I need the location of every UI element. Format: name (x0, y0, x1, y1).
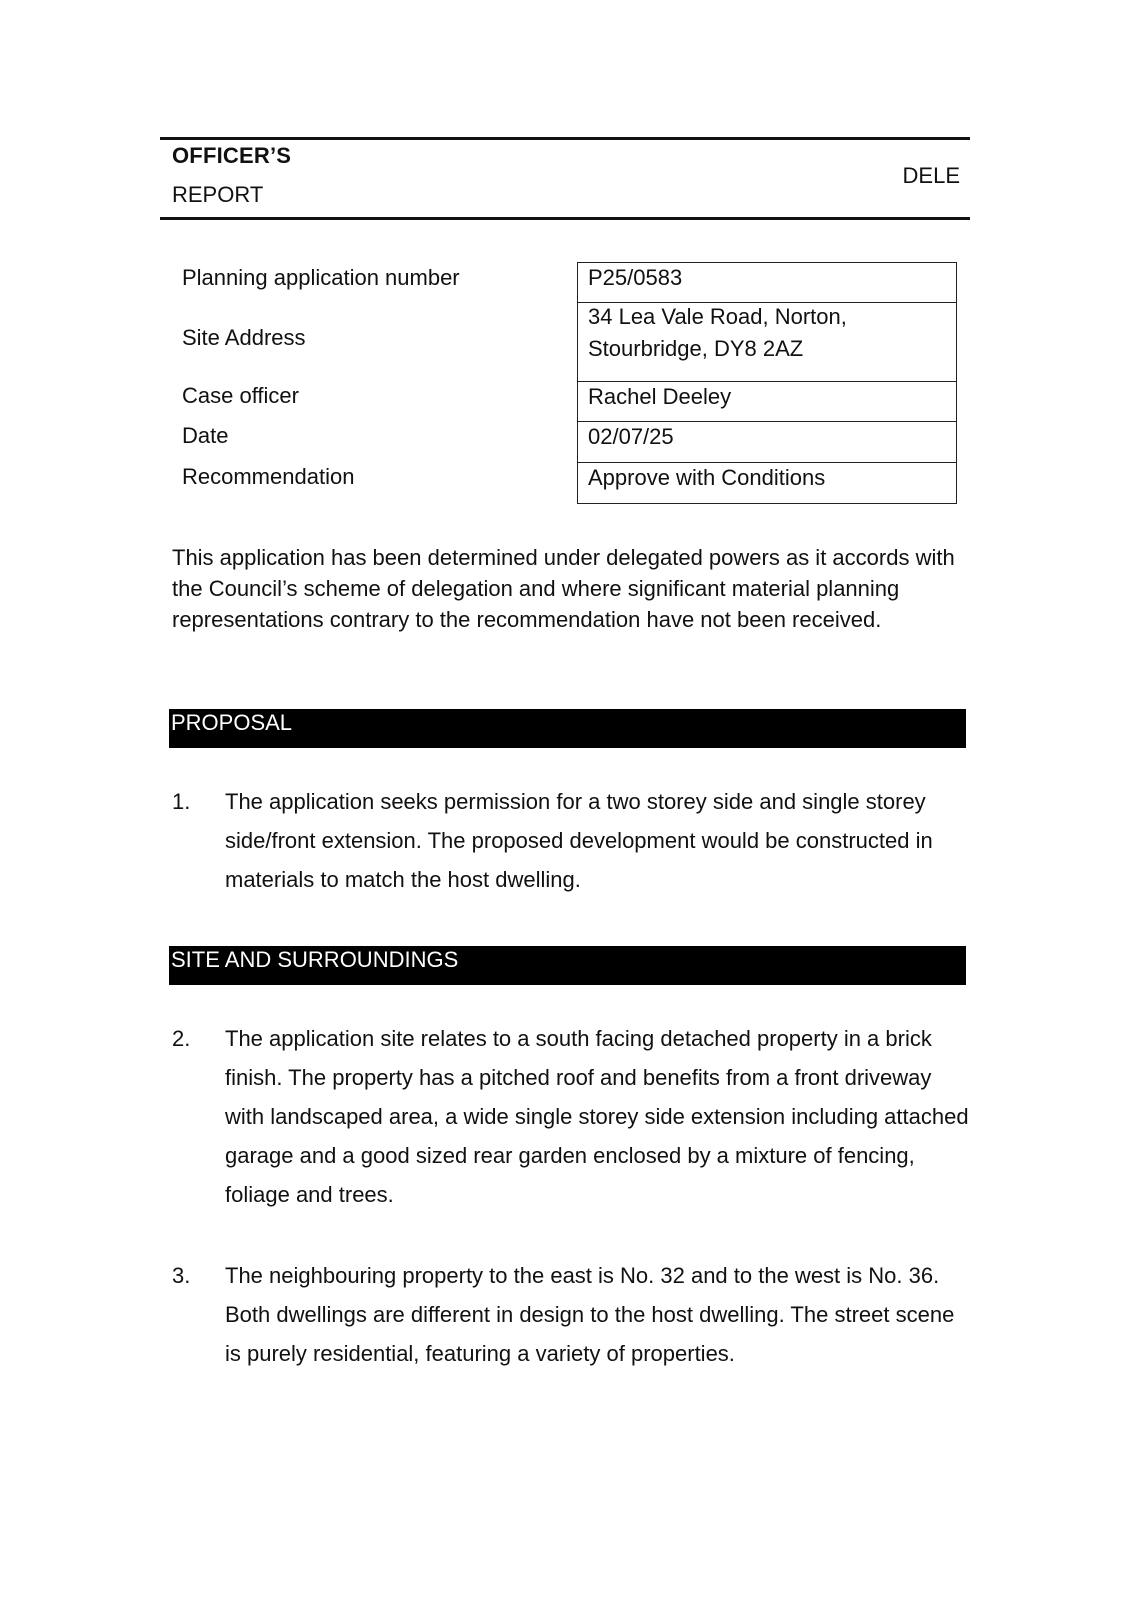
paragraph-text: The neighbouring property to the east is No. 32 and to the west is No. 36. Both dwellings are different in design to the host dwelling. The street scene is purely residential, featuring a variety of properties. (225, 1263, 955, 1366)
report-title-line2: REPORT (172, 182, 264, 207)
numbered-paragraph (172, 1256, 972, 1373)
paragraph-text: The application site relates to a south facing detached property in a brick finish. The property has a pitched roof and benefits from a front driveway with landscaped area, a wide single storey side extension including attached garage and a good sized rear garden enclosed by a mixture of fencing, foliage and trees. (225, 1026, 969, 1207)
numbered-paragraph (172, 782, 972, 899)
paragraph-number: 2. (172, 1026, 191, 1051)
value-date: 02/07/25 (578, 422, 956, 463)
value-site-address-line2: Stourbridge, DY8 2AZ (588, 336, 804, 361)
section-heading-proposal: PROPOSAL (169, 709, 966, 748)
report-header (160, 137, 970, 220)
value-recommendation: Approve with Conditions (588, 465, 826, 490)
report-code: DELE (902, 163, 960, 188)
value-application-number: P25/0583 (578, 263, 956, 303)
value-site-address (578, 303, 956, 382)
label-application-number: Planning application number (182, 265, 460, 290)
section-heading-site-and-surroundings: SITE AND SURROUNDINGS (169, 946, 966, 985)
numbered-paragraph (172, 1019, 972, 1214)
label-site-address: Site Address (182, 325, 306, 350)
paragraph-text: The application seeks permission for a two storey side and single storey side/front extension. The proposed development would be constructed in materials to match the host dwelling. (225, 789, 933, 892)
paragraph-number: 1. (172, 789, 191, 814)
value-case-officer: Rachel Deeley (578, 382, 956, 422)
intro-paragraph: This application has been determined under delegated powers as it accords with the Council’s scheme of delegation and where significant material planning representations contrary to the recommendation have not been received. (172, 545, 955, 632)
paragraph-number: 3. (172, 1263, 191, 1288)
report-title-line1: OFFICER’S (172, 143, 292, 168)
label-date: Date (182, 423, 229, 448)
details-values-table (577, 262, 957, 504)
label-case-officer: Case officer (182, 383, 299, 408)
label-recommendation: Recommendation (182, 464, 355, 489)
value-site-address-line1: 34 Lea Vale Road, Norton, (588, 304, 847, 329)
